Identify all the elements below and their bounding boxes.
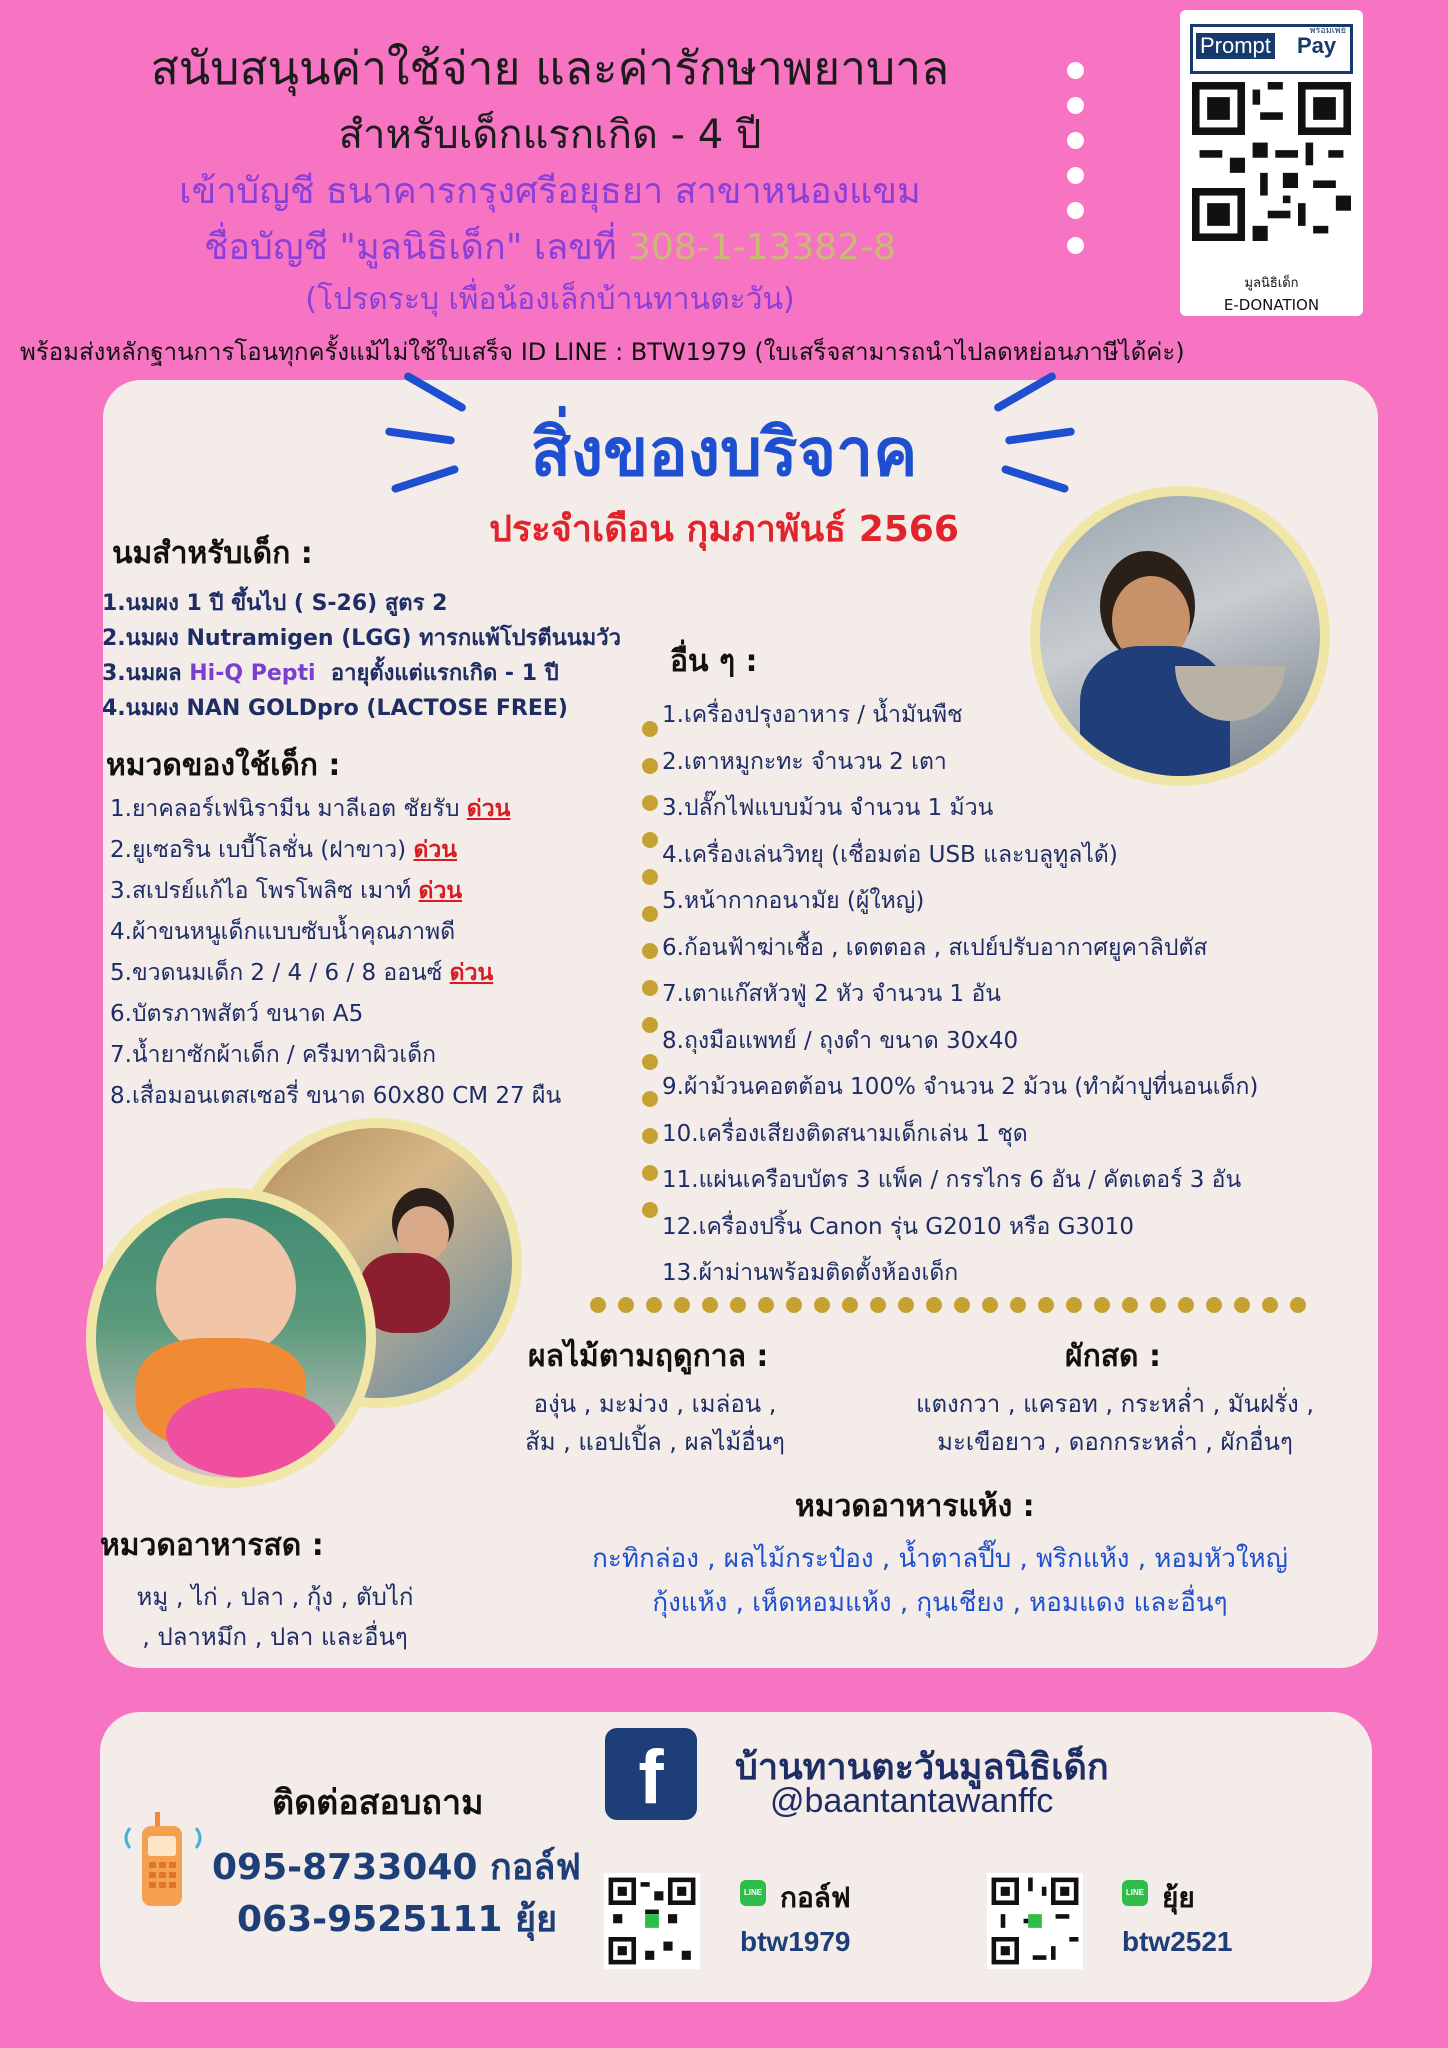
milk-heading: นมสำหรับเด็ก : (112, 536, 313, 571)
line-qr-code-icon[interactable] (604, 1873, 700, 1969)
list-item: 12.เครื่องปริ้น Canon รุ่น G2010 หรือ G3010 (662, 1213, 1134, 1240)
fruit-line-2: ส้ม , แอปเปิ้ล , ผลไม้อื่นๆ (525, 1428, 785, 1456)
proof-notice: พร้อมส่งหลักฐานการโอนทุกครั้งแม้ไม่ใช้ใบเสร็จ ID LINE : BTW1979 (ใบเสร็จสามารถนำไปลดหย่อนภาษีได้ค่ะ) (20, 338, 1185, 366)
list-item: 4.ผ้าขนหนูเด็กแบบซับน้ำคุณภาพดี (110, 919, 456, 945)
phone-icon (118, 1810, 208, 1910)
contact-heading: ติดต่อสอบถาม (272, 1783, 484, 1823)
phone-number-2[interactable]: 063-9525111 ยุ้ย (237, 1899, 558, 1940)
list-item: 13.ผ้าม่านพร้อมติดตั้งห้องเด็ก (662, 1260, 959, 1286)
fruit-line-1: องุ่น , มะม่วง , เมล่อน , (533, 1390, 777, 1418)
others-list (662, 692, 1258, 1297)
baby-item-label: 2.ยูเซอริน เบบี้โลชั่น (ฝาขาว) (110, 837, 407, 863)
donation-note: (โปรดระบุ เพื่อน้องเล็กบ้านทานตะวัน) (305, 282, 795, 317)
promptpay-logo-left: Prompt (1196, 33, 1275, 59)
line-id-2[interactable]: btw2521 (1122, 1926, 1233, 1957)
line-app-icon: LINE (740, 1880, 766, 1906)
urgent-badge: ด่วน (449, 960, 494, 986)
urgent-badge: ด่วน (418, 878, 463, 904)
promptpay-thai-label: พร้อมเพย์ (1309, 26, 1346, 36)
list-item: 1.นมผง 1 ปี ขึ้นไป ( S-26) สูตร 2 (102, 591, 448, 616)
baby-photo-smiling (86, 1188, 376, 1488)
list-item (110, 953, 561, 994)
others-heading: อื่น ๆ : (670, 644, 758, 679)
milk-item-3-label: 3.นมผล (102, 661, 182, 686)
veg-line-1: แตงกวา , แครอท , กระหล่ำ , มันฝรั่ง , (915, 1390, 1315, 1418)
urgent-badge: ด่วน (413, 837, 458, 863)
baby-item-label: 1.ยาคลอร์เฟนิรามีน มาลีเอต ชัยรับ (110, 796, 460, 822)
list-item (110, 871, 561, 912)
list-item: 5.หน้ากากอนามัย (ผู้ใหญ่) (662, 888, 925, 914)
account-info (0, 218, 1100, 275)
fresh-food-line-1: หมู , ไก่ , ปลา , กุ้ง , ตับไก่ (136, 1583, 414, 1611)
fresh-food-heading: หมวดอาหารสด : (100, 1528, 324, 1563)
line-id-1[interactable]: btw1979 (740, 1926, 851, 1957)
list-item (110, 789, 561, 830)
list-item: 11.แผ่นเครือบบัตร 3 แพ็ค / กรรไกร 6 อัน / คัตเตอร์ 3 อัน (662, 1167, 1242, 1193)
donation-title: สิ่งของบริจาค (530, 414, 918, 491)
promptpay-logo-right: Pay (1297, 33, 1337, 58)
promptpay-logo (1190, 24, 1353, 74)
list-item: 10.เครื่องเสียงติดสนามเด็กเล่น 1 ชุด (662, 1120, 1028, 1147)
list-item: 6.บัตรภาพสัตว์ ขนาด A5 (110, 1001, 364, 1027)
list-item: 7.เตาแก๊สหัวฟู่ 2 หัว จำนวน 1 อัน (662, 981, 1001, 1007)
list-item: 6.ก้อนฟ้าฆ่าเชื้อ , เดตตอล , สเปย์ปรับอากาศยูคาลิปตัส (662, 934, 1208, 961)
line-qr-code-icon[interactable] (987, 1873, 1083, 1969)
list-item: 4.เครื่องเล่นวิทยุ (เชื่อมต่อ USB และบลูทูลได้) (662, 841, 1118, 868)
list-item (102, 656, 621, 691)
dry-food-line-2: กุ้งแห้ง , เห็ดหอมแห้ง , กุนเชียง , หอมแดง และอื่นๆ (652, 1588, 1228, 1618)
list-item: 8.ถุงมือแพทย์ / ถุงดำ ขนาด 30x40 (662, 1027, 1019, 1054)
list-item: 2.เตาหมูกะทะ จำนวน 2 เตา (662, 748, 947, 775)
header-title: สนับสนุนค่าใช้จ่าย และค่ารักษาพยาบาล (150, 41, 950, 95)
baby-goods-list (110, 789, 561, 1117)
baby-goods-heading: หมวดของใช้เด็ก : (106, 748, 341, 783)
fruit-heading: ผลไม้ตามฤดูกาล : (528, 1339, 769, 1374)
qr-org-name: มูลนิธิเด็ก (1244, 276, 1299, 291)
phone-number-1[interactable]: 095-8733040 กอล์ฟ (212, 1847, 581, 1888)
line-app-icon: LINE (1122, 1880, 1148, 1906)
list-item: 4.นมผง NAN GOLDpro (LACTOSE FREE) (102, 696, 568, 721)
milk-item-3-brand: Hi-Q Pepti (189, 661, 316, 686)
list-item: 1.เครื่องปรุงอาหาร / น้ำมันพืช (662, 702, 963, 728)
list-item: 3.ปลั๊กไฟแบบม้วน จำนวน 1 ม้วน (662, 795, 994, 821)
dry-food-line-1: กะทิกล่อง , ผลไม้กระป๋อง , น้ำตาลปี๊บ , พริกแห้ง , หอมหัวใหญ่ (592, 1544, 1288, 1574)
bank-info: เข้าบัญชี ธนาคารกรุงศรีอยุธยา สาขาหนองแขม (179, 171, 921, 212)
fresh-food-line-2: , ปลาหมึก , ปลา และอื่นๆ (142, 1623, 408, 1651)
list-item (110, 830, 561, 871)
list-item: 8.เสื่อมอนเตสเซอรี่ ขนาด 60x80 CM 27 ผืน (110, 1083, 562, 1109)
donation-month: ประจำเดือน กุมภาพันธ์ 2566 (489, 509, 959, 550)
milk-item-3-tail: อายุตั้งแต่แรกเกิด - 1 ปี (330, 661, 559, 686)
qr-code-icon[interactable] (1192, 82, 1351, 241)
baby-item-label: 5.ขวดนมเด็ก 2 / 4 / 6 / 8 ออนซ์ (110, 960, 443, 986)
facebook-icon[interactable]: f (605, 1728, 697, 1820)
urgent-badge: ด่วน (466, 796, 511, 822)
qr-edonation-label: E-DONATION (1223, 296, 1320, 314)
account-prefix: ชื่อบัญชี "มูลนิธิเด็ก" เลขที่ (203, 227, 617, 268)
facebook-page-name[interactable]: บ้านทานตะวันมูลนิธิเด็ก (735, 1747, 1109, 1788)
list-item: 7.น้ำยาซักผ้าเด็ก / ครีมทาผิวเด็ก (110, 1042, 437, 1068)
promptpay-qr-card[interactable] (1180, 10, 1363, 316)
veg-heading: ผักสด : (1065, 1339, 1161, 1374)
list-item: 2.นมผง Nutramigen (LGG) ทารกแพ้โปรตีนนมวัว (102, 626, 621, 651)
white-dots-decoration (1067, 62, 1087, 272)
veg-line-2: มะเขือยาว , ดอกกระหล่ำ , ผักอื่นๆ (937, 1428, 1293, 1456)
dry-food-heading: หมวดอาหารแห้ง : (795, 1489, 1035, 1524)
list-item: 9.ผ้าม้วนคอตต้อน 100% จำนวน 2 ม้วน (ทำผ้าปูที่นอนเด็ก) (662, 1074, 1259, 1100)
line-contact-name-1: กอล์ฟ (780, 1881, 851, 1914)
baby-item-label: 3.สเปรย์แก้ไอ โพรโพลิซ เมาท์ (110, 878, 412, 904)
line-contact-name-2: ยุ้ย (1162, 1881, 1195, 1914)
header-subtitle: สำหรับเด็กแรกเกิด - 4 ปี (338, 112, 762, 158)
milk-list (102, 586, 621, 726)
account-number[interactable]: 308-1-13382-8 (628, 227, 897, 268)
facebook-handle[interactable]: @baantantawanffc (770, 1782, 1054, 1820)
